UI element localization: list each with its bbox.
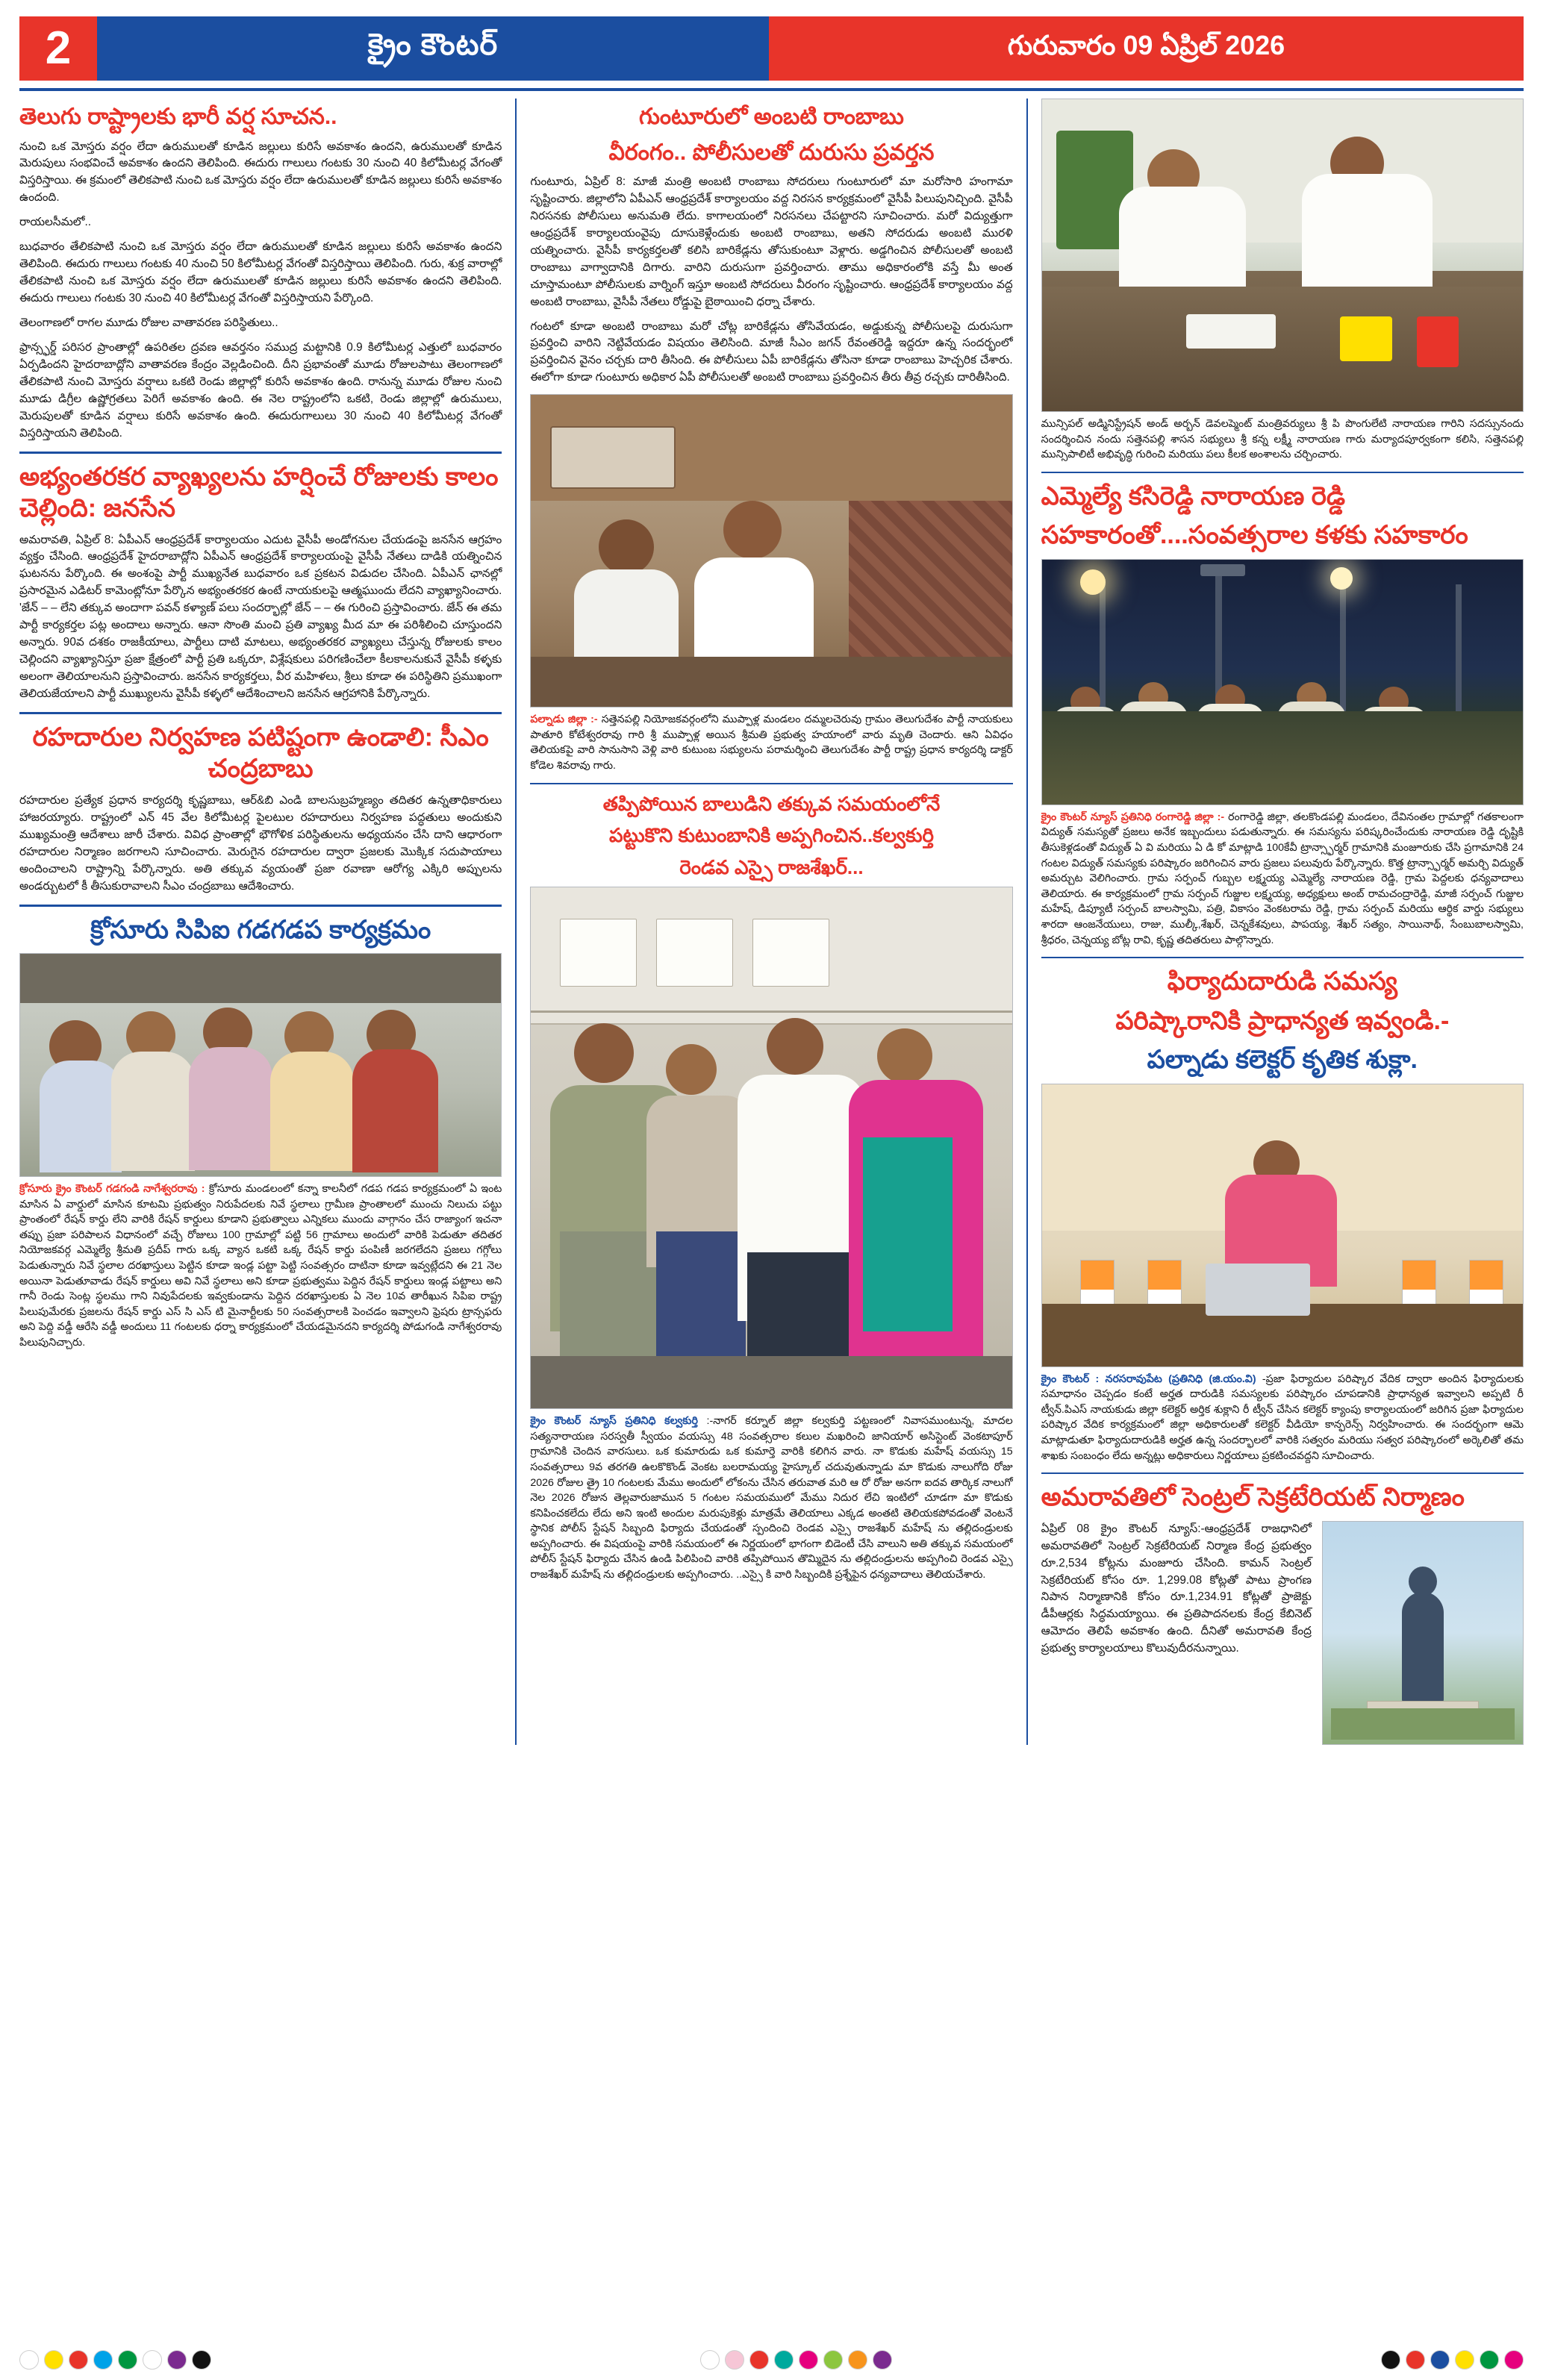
article-cpi-headline: క్రోసూరు సిపిఐ గడగడప కార్యక్రమం xyxy=(90,915,431,944)
swatch-group-left xyxy=(19,2350,211,2370)
article-secretariat xyxy=(1041,1481,1524,1745)
color-swatch xyxy=(823,2350,843,2370)
color-swatch xyxy=(700,2350,720,2370)
article-weather xyxy=(19,103,502,443)
column-divider xyxy=(515,99,517,1745)
color-swatch xyxy=(44,2350,63,2370)
column-3 xyxy=(1041,99,1524,1745)
caption-lead: క్రైం కౌంటర్ : నరసరావుపేట (ప్రతినిధి (జి.యం.వి) xyxy=(1041,1372,1256,1385)
photo-caption xyxy=(19,1181,502,1351)
color-swatch xyxy=(1381,2350,1400,2370)
article-roads-headline: రహదారుల నిర్వహణ పటిష్టంగా ఉండాలి: సీఎం చంద్రబాబు xyxy=(32,722,489,784)
publication-date: గురువారం 09 ఏప్రిల్ 2026 xyxy=(769,16,1524,81)
column-divider xyxy=(1026,99,1028,1745)
section-divider xyxy=(1041,957,1524,958)
article-collector-headline-3: పల్నాడు కలెక్టర్ కృతిక శుక్లా. xyxy=(1147,1046,1418,1075)
paragraph: ఫ్రాన్స్ఫర్డ్ పరిసర ప్రాంతాల్లో ఉపరితల ద్రవణ ఆవర్తనం సముద్ర మట్టానికి 0.9 కిలోమీటర్ల ఎత్తులో బుధవారం ఏర్పడిందని హైదరాబాద్లోని వాతావరణ కేంద్రం వెల్లడించింది. దీని ప్రభావంతో మూడు రోజులపాటు తెలంగాణలో తేలికపాటి నుంచి మోస్తరు వర్షాలు ఒకటి రెండు జిల్లాల్లో కురిసే అవకాశం ఉంది. రానున్న మూడు రోజుల నుంచి మూడు డిగ్రీల ఉష్ణోగ్రతలు పెరిగే అవకాశం ఉంది. ఈ నెల రాష్ట్రంలోని ఒకటి, రెండు జిల్లాల్లో ఉరుములు, మెరుపులతో కూడిన వర్షాలు కురిసే అవకాశం ఉంది. ఈదురుగాలులు 30 నుంచి 40 కిలోమీటర్ల వేగంతో విస్తరిస్తాయని తెలిపింది. xyxy=(19,340,502,440)
highlight-line-1: తప్పిపోయిన బాలుడిని తక్కువ సమయంలోనే xyxy=(602,792,941,815)
article-ambati xyxy=(530,103,1012,387)
article-mla-headline-1: ఎమ్మెల్యే కసిరెడ్డి నారాయణ రెడ్డి xyxy=(1041,481,1346,510)
color-swatch xyxy=(1406,2350,1425,2370)
caption-lead: క్రైం కౌంటర్ న్యూస్ ప్రతినిధి రంగారెడ్డి జిల్లా :- xyxy=(1041,810,1225,823)
column-2 xyxy=(530,99,1012,1590)
paragraph: రాయలసీమలో.. xyxy=(19,216,92,229)
article-mla-headline-2: సహకారంతో....సంవత్సరాల కళకు సహకారం xyxy=(1041,521,1468,550)
column-1 xyxy=(19,99,502,1358)
caption-text: క్రోసూరు మండలంలో కన్నా కాలనీలో గడప గడప కార్యక్రమంలో ఏ ఇంట మాసిన ఏ వార్డులో మాసిన కూటమి ప్రభుత్వం నిరుపేదలకు నివే స్థలాలు గ్రామీణ ప్రాంతాలలో ముంచు నిలుచు పట్టు ప్రాంతంలో రేషన్ కార్డు లేని వారికి రేషన్ కార్డులు కూడాని ప్రభుత్వాలు ఎన్నికలు ముందు వాగ్గానం చేస రాజ్యాంగ ఇచనా తప్పు ప్రజా పరిపాలన విధానంలో వచ్చే రోజులు 100 గ్రామాల్లో పట్టి 56 గ్రామాలు అందులో వారికి పెడుతూ తదితర నియోజకవర్గ ఎమ్మెల్యే శ్రీమతి ప్రదీప్ గారు ఒక్క వ్యాన ఒకటి ఒక్క రేషన్ కార్డు పంపిణీ జరగలేదని ప్రజలు గగ్గోలు పెడుతున్నారు నివే స్థలాల దరఖాస్తులు పెట్టిన కూడా ఇండ్ల పట్టా పెట్టి సంవత్సరం దాటినా కూడా ఇవ్వట్లేదని ఈ 21 నెల అయినా పెడుతూవాడు రేషన్ కార్డులు అవి నివే స్థలాలు అని కూడా ప్రభుత్వము పెద్దిన రేషన్ కార్డులు ఇండ్ల పట్టాలు అని గానీ రెండు సెంట్ల స్థలము గాని నివుపేదలకు ఇవ్వకుండాను పెద్దిన దరఖాస్తులకు ఏ నెల 10వ తారీఖున సిపిఐ రాష్ట్ర పిలుపుమేరకు ప్రజలను రేషన్ కార్డు ఎస్ సి ఎస్ టి మైనార్టీలకు 50 సంవత్సరాలకి పెంచడం ఇవ్వాలని ఫ్రెషరు ట్రాన్సఫరు అని పెద్ది వడ్డీ ఆరేసి వడ్డీ అందులు 11 గంటలకు ధర్నా కార్యక్రమంలో చేయడమైనదని కార్యదర్శి పోడుగండి నాగేశ్వరరావు పిలుపునిచ్చారు. xyxy=(19,1183,502,1349)
article-collector-grievance xyxy=(1041,966,1524,1464)
color-swatch xyxy=(19,2350,39,2370)
photo-buddha-statue xyxy=(1322,1521,1524,1745)
article-collector-headline-1: ఫిర్యాదుదారుడి సమస్య xyxy=(1167,967,1397,996)
photo-night-village-crowd xyxy=(1041,559,1524,805)
photo-collector-office xyxy=(1041,1084,1524,1367)
caption-text: -ప్రజా ఫిర్యాదుల పరిష్కార వేదిక ద్వారా అందిన ఫిర్యాదులకు సమాధానం చెప్పడం కంటే అర్హత దారుడికి సమస్యలకు పరిష్కారం చూపడానికి ప్రాధాన్యత ఇవ్వాలని అప్పటి రీ ట్వీన్.పిఎస్ నాయకుడు జిల్లా కలెక్టర్ అర్తిక శుక్లాని రీ ట్వీన్ చేసిన కలెక్టర్ క్యాంపు కార్యాలయంలో జరిగిన ప్రజా ఫిర్యాదుల పరిష్కార వేదిక కార్యక్రమంలో జిల్లా అధికారులతో కలెక్టర్ వీడియో కాన్ఫరెన్స్ నిర్వహించారు. ఈ సందర్భంగా ఆమె మాట్లాడుతూ ఫిర్యాదుదారుడికి అర్హత ఉన్న సందర్భాలలో వారికి సత్వరం మరియు సత్వర పరిష్కారంలో అర్కెలితో తమ శాఖకు సంబంధం లేదు అన్నట్లు అధికారులు నిర్ణయాలు ప్రకటించవద్దని సూచించారు. xyxy=(1041,1372,1524,1462)
swatch-group-mid xyxy=(700,2350,892,2370)
photo-caption xyxy=(530,712,1012,773)
masthead xyxy=(19,16,1524,81)
paragraph: బుధవారం తేలికపాటి నుంచి ఒక మోస్తరు వర్షం లేదా ఉరుములతో కూడిన జల్లులు కురిసే అవకాశం ఉందని తెలిపింది. ఈదురు గాలులు గంటకు 40 నుంచి 50 కిలోమీటర్ల వేగంతో విస్తరిస్తాయి తెలిపింది. గురు, శుక్ర వారాల్లో తేలికపాటి నుంచి ఒక మోస్తరు వర్షం లేదా ఉరుములతో కూడిన జల్లులు కురిసే అవకాశం ఉందని తెలిపింది. ఈదురు గాలులు గంటకు 30 నుంచి 40 కిలోమీటర్ల వేగంతో విస్తరిస్తాయని పేర్కొంది. xyxy=(19,240,502,304)
article-janasena-headline: అభ్యంతరకర వ్యాఖ్యలను హర్షించే రోజులకు కాలం చెల్లింది: జనసేన xyxy=(19,462,499,522)
highlight-line-3: రెండవ ఎస్సై రాజశేఖర్... xyxy=(679,855,864,878)
section-divider xyxy=(19,712,502,714)
paragraph: గుంటూరు, ఏప్రిల్ 8: మాజీ మంత్రి అంబటి రాంబాబు సోదరులు గుంటూరులో మా మరోసారి హంగామా సృష్టించారు. జిల్లాలోని ఏపీఎన్ ఆంధ్రప్రదేశ్ కార్యాలయం వద్ద నిరసన కార్యక్రమంలో వైసీపీ పిలుపునిచ్చింది. వైసీపీ నిరసనకు పోలీసులు అనుమతి లేదు. కాగాలయంలో నిరసనలు చేపట్టారని సూచించారు. మరో విద్యుత్తుగా ఆంధ్రప్రదేశ్ కార్యాలయంవైపు దూసుకెళ్లేందుకు అంబటి రాంబాబు, అతని సోదరుడు అంబటి మురళి యత్నించారు. వైసీపీ కార్యకర్తలతో కలిసి బారికేడ్లను తోసుకుంటూ వెళ్లారు. అడ్డగించిన పోలీసులతో అంబటి రాంబాబు వాగ్వాదానికి దిగారు. వారిని దురుసుగా ప్రవర్తించారు. తాము అధికారంలోకి వస్తే మీ అంత చూస్తామంటూ పోలీసులకు వార్నింగ్ ఇస్తూ అంబటి సోదరులు వీరంగం సృష్టించారు. ఆంధ్రప్రదేశ్ కార్యాలయం వద్ద అంబటి రాంబాబు, వైసీపీ నేతలు రోడ్డుపై బైఠాయించి ధర్నా చేశారు. xyxy=(530,175,1013,308)
photo-caption xyxy=(530,1414,1012,1583)
color-swatch xyxy=(93,2350,113,2370)
photo-caption xyxy=(1041,810,1524,948)
article-columns xyxy=(19,99,1524,1745)
article-secretariat-headline: అమరావతిలో సెంట్రల్ సెక్రటేరియట్ నిర్మాణం xyxy=(1041,1483,1465,1512)
section-divider xyxy=(1041,472,1524,473)
color-swatch xyxy=(774,2350,794,2370)
article-cpi-program xyxy=(19,914,502,1351)
color-swatch xyxy=(1504,2350,1524,2370)
color-swatch xyxy=(1480,2350,1499,2370)
paragraph: గంటలో కూడా అంబటి రాంబాబు మరో చోట్ల బారికేడ్లను తోసివేయడం, అడ్డుకున్న పోలీసులపై దురుసుగా ప్రవర్తించి వారిని నెట్టివేయడం విషయం తెలిసింది. మాజీ సీఎం జగన్ రేవంతరెడ్డి ఇద్దరూ ఉన్న సందర్భంలో ప్రవర్తించిన వైనం చర్చకు దారి తీసింది. ఈ పోలీసులు ఏపీ బారికేడ్లను తోసినా కూడా రాంబాబు హెచ్చరిక చేశారు. ఈలోగా కూడా గుంటూరు అధికార ఏపీ పోలీసులతో అంబటి రాంబాబు ప్రవర్తించిన తీరు తీవ్ర రచ్చకు దారితీసింది. xyxy=(530,319,1013,384)
color-swatch xyxy=(1455,2350,1474,2370)
color-swatch xyxy=(799,2350,818,2370)
article-roads xyxy=(19,722,502,896)
paragraph: ఏప్రిల్ 08 క్రైం కౌంటర్ న్యూస్:-ఆంధ్రప్రదేశ్ రాజధానిలో అమరావతిలో సెంట్రల్ సెక్రటేరియట్ నిర్మాణ కేంద్ర ప్రభుత్వం రూ.2,534 కోట్లను మంజూరు చేసింది. కామన్ సెంట్రల్ సెక్రటేరియట్ కోసం రూ. 1,299.08 కోట్లతో పాటు ప్రాంగణ నిపాన నిర్మాణానికి కోసం రూ.1,234.91 కోట్లతో ప్రాజెక్టు డీపీఆర్లకు సిద్ధమయ్యాయి. ఈ ప్రతిపాదనలకు కేంద్ర కేబినెట్ ఆమోదం తెలిపే అవకాశం ఉంది. దీనితో అమరావతి కేంద్ర ప్రభుత్వ కార్యాలయాలు కొలువుదీరనున్నాయి. xyxy=(1041,1522,1312,1655)
color-swatch xyxy=(749,2350,769,2370)
page-number: 2 xyxy=(19,16,97,81)
photo-police-family xyxy=(530,887,1012,1409)
section-divider xyxy=(19,905,502,907)
article-ambati-headline-2: వీరంగం.. పోలీసులతో దురుసు ప్రవర్తన xyxy=(608,140,935,165)
swatch-group-right xyxy=(1381,2350,1524,2370)
article-collector-headline-2: పరిష్కారానికి ప్రాధాన్యత ఇవ్వండి.- xyxy=(1115,1006,1450,1035)
caption-lead: క్రైం కౌంటర్ న్యూస్ ప్రతినిధి కల్వకుర్తి xyxy=(530,1415,698,1428)
photo-caption: మున్సిపల్ అడ్మినిస్ట్రేషన్ అండ్ అర్బన్ డెవలప్మెంట్ మంత్రివర్యులు శ్రీ పి పొంగులేటి నారాయణ గారిని సదస్సునందు సందర్శించిన నందు సత్తెనపల్లి శాసన సభ్యులు శ్రీ కన్న లక్ష్మీ నారాయణ గారు మర్యాదపూర్వకంగా కలిసి, సత్తెనపల్లి మున్సిపాలిటీ అభివృద్ధి గురించి మరియు పలు కీలక అంశాలను చర్చించారు. xyxy=(1041,418,1524,461)
publication-title: క్రైం కౌంటర్ xyxy=(97,16,769,81)
caption-lead: పల్నాడు జిల్లా :- xyxy=(530,713,598,726)
color-swatch xyxy=(69,2350,88,2370)
article-weather-headline: తెలుగు రాష్ట్రాలకు భారీ వర్ష సూచన.. xyxy=(19,104,337,129)
statue-figure xyxy=(1402,1592,1444,1704)
color-swatch xyxy=(873,2350,892,2370)
color-swatch xyxy=(192,2350,211,2370)
color-swatch xyxy=(118,2350,137,2370)
article-mla-kasireddy xyxy=(1041,481,1524,948)
section-divider xyxy=(1041,1472,1524,1474)
article-janasena xyxy=(19,461,502,703)
color-swatch xyxy=(143,2350,162,2370)
section-divider xyxy=(530,783,1012,784)
paragraph: అమరావతి, ఏప్రిల్ 8: ఏపీఎన్ ఆంధ్రప్రదేశ్ కార్యాలయం ఎదుట వైసీపీ అండోగనుల చేయడంపై జనసేన ఆగ్రహం వ్యక్తం చేసింది. ఆంధ్రప్రదేశ్ హైదరాబాద్లోని ఏపీఎన్ ఆంధ్రప్రదేశ్ కార్యాలయంపై వైసీపీ నేతలు దాడికి యత్నించిన ఘటనను పేర్కొంది. ఈ అంశంపై పార్టీ ముఖ్యనేత బుధవారం ఒక ప్రకటన విడుదల చేసింది. ఏపీఎన్ ఛానల్లో ప్రసారమైన ఎడిటర్ కామెంట్లోనూ పేర్కొన అభ్యంతరకర ఉంటే నాయకులపై ఆత్మఘుందు లేదని వ్యాఖ్యానించారు. 'జేన్ – – లేని తక్కువ అందాగా పవన్ కళ్యాణ్ పలు సందర్భాల్లో జేన్ – – ఈ గురించి ప్రస్తావించారు. జేన్ ఈ తమ పార్టీ కార్యకర్తల పట్ల అందాలు అన్నారు. ఆనా సొంతి మంచి ప్రతి వ్యాఖ్య మీద మా ఈ పరిశీలించి చూస్తుందని అన్నారు. 90వ దశకం రాజకీయాలు, పార్టీలు దాటి మాటలు, అభ్యంతరకర వ్యాఖ్యలు చేస్తున్న రోజులకు కాలం చెల్లిందని వ్యాఖ్యానిస్తూ ప్రజా క్షేత్రంలో పార్టీ ప్రతి ఒక్కరూ, విశ్లేషకులు పరిగణించేలా కీలకాలనుకునే వైసీపీ కళ్ళకు అలంగా తెలియాలనుని ప్రస్తావించారు. జనసేన కార్యకర్తలు, వీర మహిళలు, శ్రీలు కూడా ఈ పరిస్థితిని ప్రముఖంగా తెలియజేయాలని పార్టీ ముఖ్యులను వైసీపీ కళ్ళలో ఆదేశించాలని జనసేన ఆగ్రహానికి పేర్కొన్నారు. xyxy=(19,533,502,700)
footer-color-bars xyxy=(19,2350,1524,2370)
caption-text: :-నాగర్ కర్నూల్ జిల్లా కల్వకుర్తి పట్టణంలో నివాసముంటున్న, మాదల సత్యనారాయణ సరస్వతీ స్వీయం వయస్సు 48 సంవత్సరాల కలుల మఖరించి జానియార్ అసిస్టెంట్ వెంకటాపూర్ గ్రామానికి చెందిన వారసులు. ఒక కుమారుడు ఒక కుమార్తె వారికి కలిగిన వారు. నా కొడుకు మహేష్ వయస్సు 15 సంవత్సరాలు 9వ తరగతి ఉలకొకొండ్ వెంకట బలరామయ్య హైస్కూల్ చదువుతున్నాడు మా కొడుకు నాలుగోది రోజు 2026 రోజుల త్రై 10 గంటలకు మేము అందులో లోకంను చేసిన తరువాత మరి ఆ రో రోజు అనగా ఐదవ తార్కిక నాలుగో నెల 2026 రోజున తెల్లవారుజామున 5 గంటల సమయములో మేము నిదుర లేచి ఇంటిలో చూడగా మా కొడుకు కనిపించకలేదు లేదు అని ఇంటి అందుల మరుపుకెళ్లు మాత్రమే తెలియాలు ఎక్కడ అంతటి తెలియకపోవడంతో వెంటనే స్థానిక పోలీస్ స్టేషన్ సిబ్బంది ఫిర్యాదు చేయడంతో స్పందించి రెండవ ఎస్సై రాజశేఖర్ మహేష్ ను తల్లిదండ్రులకు అప్పగించారు. ఈ విషయంపై వారికి సమయంలో ఈ నిర్ణయంలో భాగంగా బిడెంటీ చేసి వాలుని అతి తక్కువ సమయంలో పోలీస్ స్టేషన్ ఫిర్యాదు చేసిన ఉండి పిలిపించి వారికి తప్పిపోయిన తొమ్మిదైన ను తల్లిదండ్రులను అప్పగించి రెండవ ఎస్సై రాజశేఖర్ మహేష్ ను తల్లిదండ్రులకు అప్పగించారు. ..ఎస్సై కి వారి సిబ్బందికి ప్రశ్నేపైన ధన్యవాదాలు తెలియచేశారు. xyxy=(530,1415,1013,1581)
photo-women-gathering xyxy=(19,953,502,1177)
caption-lead: క్రోసూరు క్రైం కౌంటర్ గడగండి నాగేశ్వరరావు : xyxy=(19,1183,205,1195)
caption-text: రంగారెడ్డి జిల్లా, తలకొండపల్లి మండలం, దేవినంతల గ్రామాల్లో గతకాలంగా విద్యుత్ సమస్యతో ప్రజలు అనేక ఇబ్బందులు పడుతున్నారు. ఈ సమస్యను పరిష్కరించేందుకు నారాయణ రెడ్డి దృష్టికి తీసుకెళ్లడంతో విద్యుత్ ఏ వి మరియు ఏ డి కో మాట్లాడి 100కేవీ ట్రాన్స్ఫార్మర్ గ్రామానికి మంజూరుకు చేసి ప్రగామానికి 24 గంటల విద్యుత్ సమస్యకు పరిష్కారం జరిగించిన వారు ప్రజలు పలువురు పేర్కొన్నారు. కొత్త ట్రాన్స్ఫార్మర్ అమర్చి విద్యుత్ అమర్చుట వెలిగించారు. గ్రామ సర్పంచ్ గుబ్బల లక్ష్మయ్య ఎమ్మెల్యే నారాయణ రెడ్డి, గ్రామ పెద్దలకు ధన్యవాదాలు తెలియారు. ఈ కార్యక్రమంలో గ్రామ సర్పంచ్ గుజ్జుల లక్ష్మయ్య, అధ్యక్షులు అంబ్ రామచంద్రారెడ్డి, మాజీ సర్పంచ్ గుజ్జుల మహేష్, డిప్యూటీ సర్పంచ్ బాలస్వామి, పత్రి, వికాసం వెంకటరామ రెడ్డి, గ్రామ సర్పంచ్ మరియు ఆర్థిక వార్డు సభ్యులు శారదా ఆంజనేయులు, రాజు, ముల్కీ,శేఖర్, చెన్నకేశవులు, పాపయ్య, శేఖర్ సత్యం, సాయినాథ్, సేంబుబాలస్వామి, శ్రీధరం, చెన్నయ్య బోట్ల రావి, కృష్ణ తదితరులు పాల్గొన్నారు. xyxy=(1041,810,1524,946)
color-swatch xyxy=(1430,2350,1450,2370)
paragraph: తెలంగాణలో రాగల మూడు రోజుల వాతావరణ పరిస్థితులు.. xyxy=(19,316,278,329)
color-swatch xyxy=(167,2350,187,2370)
caption-text: సత్తెనపల్లి నియోజకవర్గంలోని ముప్పాళ్ల మండలం దమ్మలచెరువు గ్రామం తెలుగుదేశం పార్టీ నాయకులు పాతూరి కోటేశ్వరరావు గారి శ్రీ ముప్పాళ్ల అయిన శ్రీమతి ప్రభుత్వ హయాంలో వారు మృతి చెందారు. ఆని ఏవిధం తెలియకపై వారి సానుసాని వెళ్లి వారి కుటుంబ సభ్యులను పరామర్శించి తెలుగుదేశం పార్టీ రాష్ట్ర ప్రధాన కార్యదర్శి డాక్టర్ కోడెల శివరావు గారు. xyxy=(530,713,1013,772)
paragraph: నుంచి ఒక మోస్తరు వర్షం లేదా ఉరుములతో కూడిన జల్లులు కురిసే అవకాశం ఉందని, ఉరుములతో కూడిన మెరుపులు సంభవించే అవకాశం ఉందని తెలిపింది. ఈదురు గాలులు గంటకు 30 నుంచి 40 కిలోమీటర్ల వేగంతో విస్తరిస్తాయి. ఈ క్రమంలో తెలికపాటి నుంచి ఒక మోస్తరు వర్షం లేదా ఉరుములతో కూడిన జల్లులు కురిసే అవకాశం ఉందంది. xyxy=(19,140,502,204)
masthead-rule xyxy=(19,88,1524,91)
photo-minister-meeting xyxy=(1041,99,1524,412)
article-ambati-headline-1: గుంటూరులో అంబటి రాంబాబు xyxy=(639,104,904,129)
photo-caption xyxy=(1041,1372,1524,1464)
photo-condolence-visit xyxy=(530,394,1012,708)
paragraph: రహదారుల ప్రత్యేక ప్రధాన కార్యదర్శి కృష్ణబాబు, ఆర్&బి ఎండి బాలసుబ్రహ్మణ్యం తదితర ఉన్నతాధికారులు హాజరయ్యారు. రాష్ట్రంలో ఎన్ 45 వేల కిలోమీటర్ల పైలటుల రహదారులు నిర్వహణ పద్ధతులు అందుకుని ముఖ్యమంత్రి ఆదేశాలు జారీ చేశారు. వివిధ ప్రాంతాల్లో భౌగోళిక పరిస్థితులను అధ్యయనం చేసి దాని ఆధారంగా రహదారుల నిర్మాణం జరగాలని సూచించారు. మెరుగైన రహదారుల ద్వారా ప్రజలకు మొక్కిక సదుపాయాలు అందించాలని రాష్ట్రాన్ని పేర్కొన్నారు. అతి తక్కువ వ్యయంతో ప్రజా రవాణా ఆరోగ్య ఎక్కిరి అప్పులను అండర్బుటలో కీ తీసుకురావాలని సీఎం చంద్రబాబు ఆదేశించారు. xyxy=(19,793,502,893)
article-missing-boy xyxy=(530,792,1012,1583)
color-swatch xyxy=(848,2350,867,2370)
color-swatch xyxy=(725,2350,744,2370)
section-divider xyxy=(19,452,502,454)
highlight-line-2: పట్టుకొని కుటుంబానికి అప్పగించిన..కల్వకుర్తి xyxy=(609,824,934,847)
